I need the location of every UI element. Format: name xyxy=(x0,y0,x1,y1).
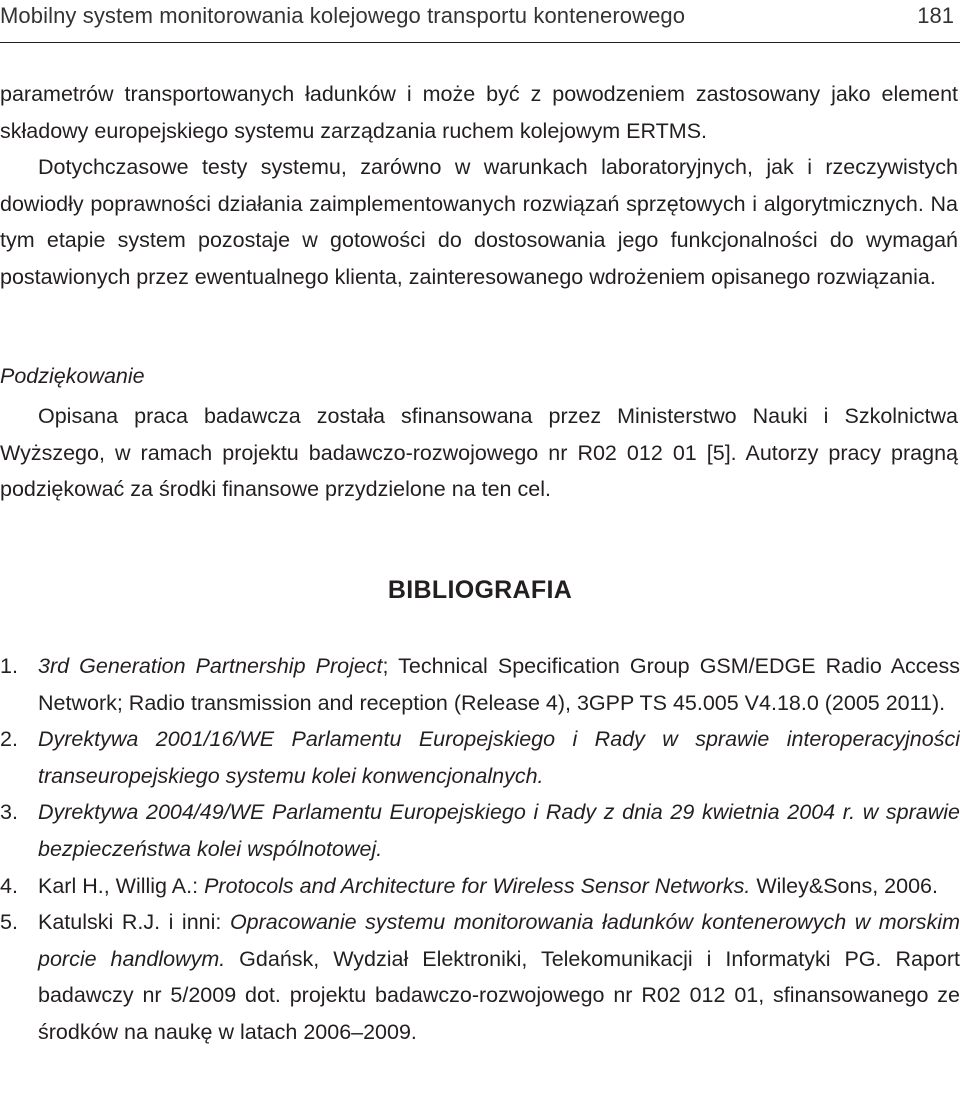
paragraph-1: parametrów transportowanych ładunków i może być z powodzeniem zastosowany jako element składowy europejskiego systemu zarządzania ruchem kolejowym ERTMS. xyxy=(0,82,958,143)
bibliography-item-title: 3rd Generation Partnership Project xyxy=(38,654,383,678)
bibliography-item-number: 5. xyxy=(0,910,18,935)
bibliography-item-details: ; Technical Specification Group GSM/EDGE Radio Access Network; Radio transmission and reception (Release 4), 3GPP TS 45.005 V4.18.0 (2005 2011). xyxy=(38,654,960,715)
bibliography-item-title: Dyrektywa 2001/16/WE Parlamentu Europejskiego i Rady w sprawie interoperacyjności transeuropejskiego systemu kolei konwencjonalnych. xyxy=(38,727,960,788)
bibliography-item-authors: Karl H., Willig A.: xyxy=(38,873,205,898)
bibliography-item-number: 1. xyxy=(0,654,18,678)
bibliography-item-number: 4. xyxy=(0,873,18,898)
bibliography-item-number: 3. xyxy=(0,800,18,825)
bibliography-heading: BIBLIOGRAFIA xyxy=(387,576,573,604)
bibliography-item xyxy=(0,794,960,867)
bibliography-item-title: Opracowanie systemu monitorowania ładunków kontenerowych w morskim porcie handlowym. xyxy=(38,910,960,971)
bibliography-item-title: Dyrektywa 2004/49/WE Parlamentu Europejskiego i Rady z dnia 29 kwietnia 2004 r. w sprawie bezpieczeństwa kolei wspólnotowej. xyxy=(38,800,960,861)
bibliography-item-number: 2. xyxy=(0,727,18,752)
bibliography-item xyxy=(0,648,960,721)
bibliography-item xyxy=(0,721,960,794)
bibliography-item xyxy=(0,868,960,905)
acknowledgement-heading: Podziękowanie xyxy=(0,364,145,388)
body-text xyxy=(0,76,958,296)
bibliography-item xyxy=(0,904,960,1050)
running-title: Mobilny system monitorowania kolejowego transportu kontenerowego xyxy=(0,3,686,28)
paragraph-2: Dotychczasowe testy systemu, zarówno w warunkach laboratoryjnych, jak i rzeczywistych dowiodły poprawności działania zaimplementowanych rozwiązań sprzętowych i algorytmicznych. Na tym etapie system pozostaje w gotowości do dostosowania jego funkcjonalności do wymagań postawionych przez ewentualnego klienta, zainteresowanego wdrożeniem opisanego rozwiązania. xyxy=(0,155,958,289)
bibliography-list xyxy=(0,648,960,1051)
acknowledgement-text: Opisana praca badawcza została sfinansowana przez Ministerstwo Nauki i Szkolnictwa Wyższego, w ramach projektu badawczo-rozwojowego nr R02 012 01 [5]. Autorzy pracy pragną podziękować za środki finansowe przydzielone na ten cel. xyxy=(0,404,958,502)
page-number: 181 xyxy=(917,3,954,28)
bibliography-item-authors: Katulski R.J. i inni: xyxy=(38,910,230,935)
page-header xyxy=(0,0,960,43)
bibliography-item-title: Protocols and Architecture for Wireless Sensor Networks. xyxy=(204,873,751,898)
bibliography-item-details: Wiley&Sons, 2006. xyxy=(750,873,938,898)
bibliography-item-details: Gdańsk, Wydział Elektroniki, Telekomunikacji i Informatyki PG. Raport badawczy nr 5/2009 dot. projektu badawczo-rozwojowego nr R02 012 01, sfinansowanego ze środków na naukę w latach 2006–2009. xyxy=(38,946,960,1044)
